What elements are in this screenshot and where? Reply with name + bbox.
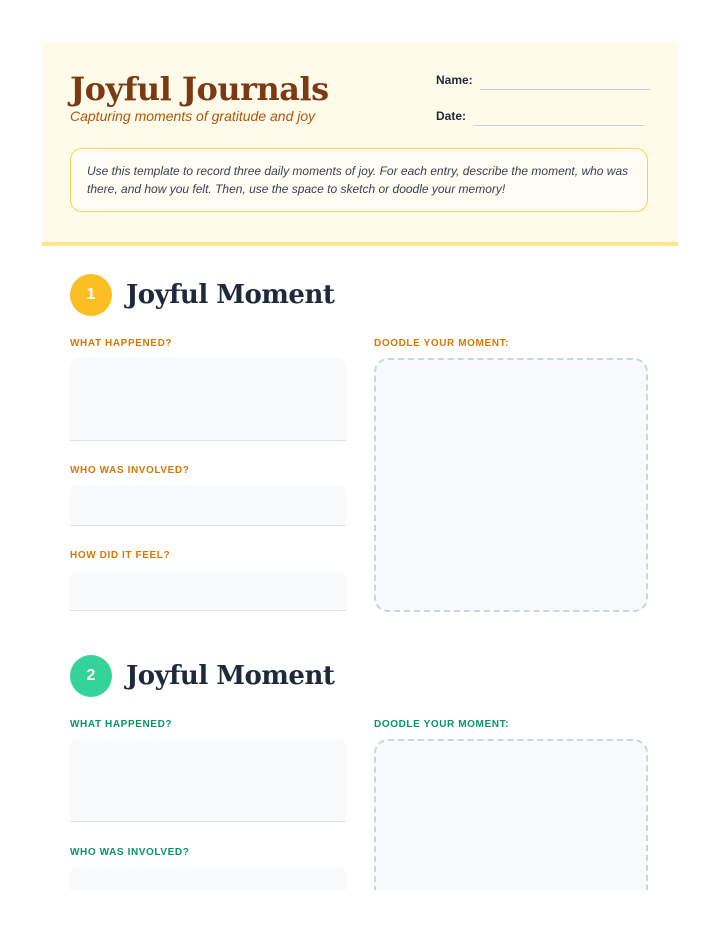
name-field[interactable] xyxy=(480,89,650,90)
date-label: Date: xyxy=(436,109,467,123)
page-title: Joyful Journals xyxy=(70,70,329,108)
section-title: Joyful Moment xyxy=(126,661,335,691)
what-happened-label: WHAT HAPPENED? xyxy=(70,338,173,349)
how-feel-field[interactable] xyxy=(70,570,346,611)
section-number-badge: 2 xyxy=(70,655,112,697)
doodle-label: DOODLE YOUR MOMENT: xyxy=(374,719,510,730)
section-title: Joyful Moment xyxy=(126,280,335,310)
doodle-area[interactable] xyxy=(374,358,648,612)
who-involved-field[interactable] xyxy=(70,867,346,890)
date-field[interactable] xyxy=(474,125,644,126)
section-number-badge: 1 xyxy=(70,274,112,316)
doodle-area[interactable] xyxy=(374,739,648,890)
what-happened-field[interactable] xyxy=(70,739,346,822)
journal-page xyxy=(42,42,678,890)
doodle-label: DOODLE YOUR MOMENT: xyxy=(374,338,510,349)
name-label: Name: xyxy=(436,73,473,87)
what-happened-field[interactable] xyxy=(70,358,346,441)
journal-header xyxy=(42,42,678,246)
who-involved-label: WHO WAS INVOLVED? xyxy=(70,847,190,858)
who-involved-label: WHO WAS INVOLVED? xyxy=(70,465,190,476)
what-happened-label: WHAT HAPPENED? xyxy=(70,719,173,730)
instructions-box: Use this template to record three daily moments of joy. For each entry, describe the moment, who was there, and how you felt. Then, use the space to sketch or doodle your memory! xyxy=(70,148,648,212)
how-feel-label: HOW DID IT FEEL? xyxy=(70,550,171,561)
page-subtitle: Capturing moments of gratitude and joy xyxy=(70,108,316,124)
who-involved-field[interactable] xyxy=(70,485,346,526)
